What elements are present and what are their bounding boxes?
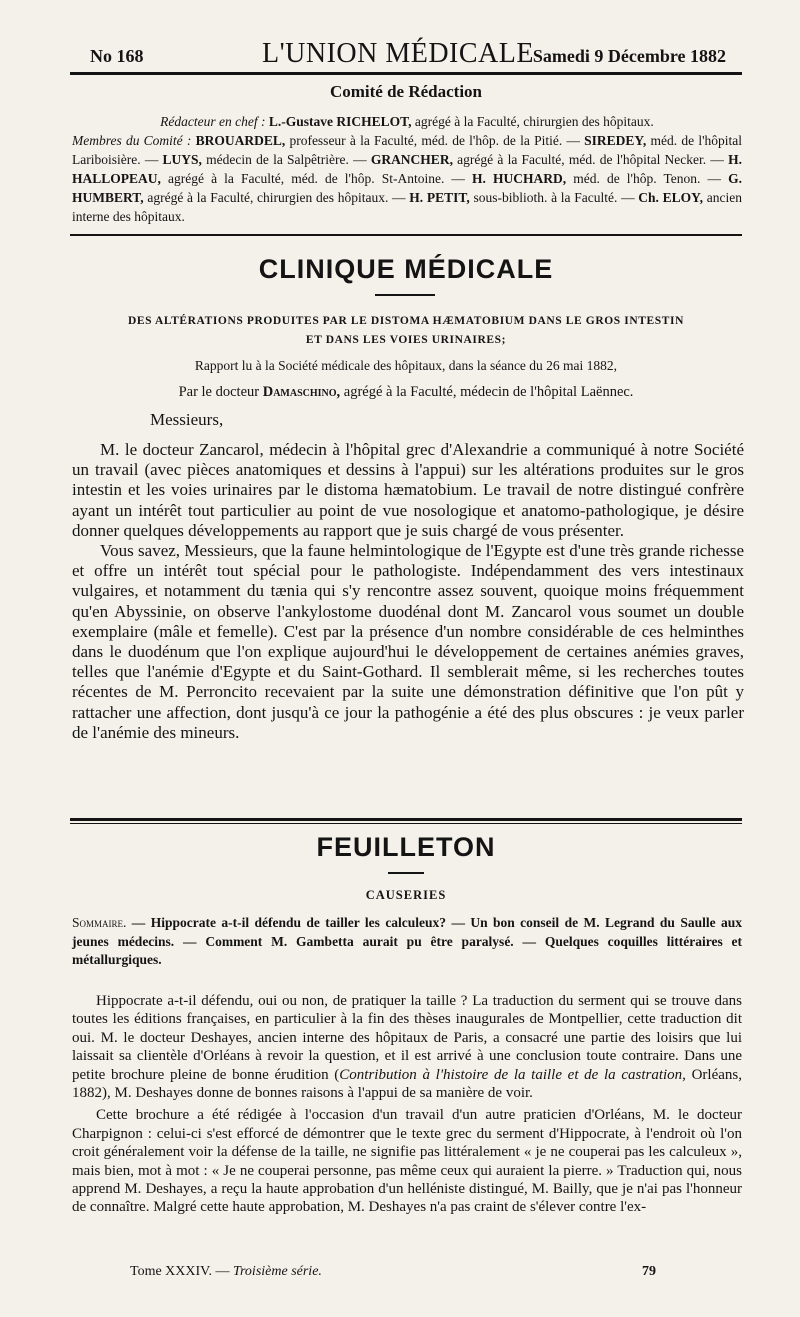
cited-title: Contribution à l'histoire de la taille et de la castration (339, 1066, 683, 1083)
comite-body (72, 112, 742, 226)
clinique-heading: CLINIQUE MÉDICALE (258, 254, 554, 284)
causeries-heading: CAUSERIES (365, 888, 447, 902)
comite-heading: Comité de Rédaction (329, 82, 483, 101)
member-name: G. HUMBERT, (72, 171, 742, 205)
page-footer (70, 1264, 742, 1284)
header-rule (70, 72, 742, 75)
sommaire-text: — Hippocrate a-t-il défendu de tailler les calculeux? — Un bon conseil de M. Legrand du Saulle aux jeunes médecins. — Comment M. Gambetta aurait pu être paralysé. — Quelques coquilles littéraires et métallurgiques. (72, 915, 742, 967)
member-role: sous-biblioth. à la Faculté. — (469, 190, 639, 205)
author-prefix: Par le docteur (178, 384, 263, 400)
serie-label: Troisième série. (232, 1264, 322, 1279)
sommaire (72, 914, 742, 970)
member-role: agrégé à la Faculté, méd. de l'hôp. St-Antoine. — (160, 171, 473, 186)
feuilleton-paragraph: Cette brochure a été rédigée à l'occasion d'un travail d'un autre praticien d'Orléans, M. le docteur Charpignon : celui-ci s'est efforcé de démontrer que le texte grec du serment d'Hippocrate, à l'endroit où l'on croit généralement voir la défense de la taille, ne signifie pas littéralement « je ne couperai pas les calculeux », mais bien, mot à mot : « Je ne couperai personne, pas même ceux qui auraient la pierre. » Traduction qui, nous apprend M. Deshayes, a reçu la haute approbation d'un helléniste distingué, M. Bailly, que je n'ai pas l'honneur de connaître. Malgré cette haute approbation, M. Deshayes n'a pas craint de s'élever contre l'ex- (72, 1107, 742, 1216)
paragraph-text: , Orléans, 1882), M. Deshayes donne de bonnes raisons à l'appui de sa manière de voir. (72, 1066, 742, 1102)
member-role: agrégé à la Faculté, méd. de l'hôpital Necker. — (452, 152, 729, 167)
article-title-line1: DES ALTÉRATIONS PRODUITES PAR LE DISTOMA HÆMATOBIUM DANS LE GROS INTESTIN (127, 315, 685, 327)
feuilleton-rule-thin (70, 823, 742, 824)
paragraph-text: Hippocrate a-t-il défendu, oui ou non, de pratiquer la taille ? La traduction du serment qui se trouve dans toutes les éditions françaises, en particulier à la fin des thèses inaugurales de Montpellier, cette traduction dit oui. M. le docteur Deshayes, ancien interne des hôpitaux de Paris, a consacré une partie des loisirs que lui laissait sa clientèle d'Orléans à revoir la question, et il est arrivé à une conclusion toute contraire. Dans une petite brochure pleine de bonne érudition ( (72, 993, 742, 1083)
member-name: H. HALLOPEAU, (72, 152, 742, 186)
author-name: Damaschino, (262, 384, 341, 400)
member-role: agrégé à la Faculté, chirurgien des hôpitaux. — (143, 190, 410, 205)
author-line (70, 384, 742, 401)
member-role: méd. de l'hôp. Tenon. — (566, 171, 729, 186)
author-suffix: agrégé à la Faculté, médecin de l'hôpital Laënnec. (340, 384, 634, 400)
clinique-body (72, 440, 744, 743)
article-title (70, 312, 742, 350)
feuilleton-ornament (388, 872, 424, 874)
sommaire-label: Sommaire. (72, 915, 127, 930)
clinique-paragraph: M. le docteur Zancarol, médecin à l'hôpital grec d'Alexandrie a communiqué à notre Société un travail (avec pièces anatomiques et dessins à l'appui) sur les altérations produites sur le gros intestin et les voies urinaires par le distoma hæmatobium. Le travail de notre distingué confrère ayant un intérêt tout particulier au point de vue nosologique et anatomo-pathologique, je désire donner quelques développements au rapport que je suis chargé de vous présenter. (72, 440, 744, 540)
redacteur-label: Rédacteur en chef : (160, 114, 266, 129)
membres-label: Membres du Comité : (72, 133, 192, 148)
page-header (70, 38, 726, 72)
redacteur-line (72, 112, 742, 131)
feuilleton-body (72, 992, 742, 1221)
feuilleton-heading: FEUILLETON (316, 832, 496, 862)
issue-number: No 168 (90, 46, 144, 66)
issue-date: Samedi 9 Décembre 1882 (532, 46, 726, 66)
rapport-line: Rapport lu à la Société médicale des hôpitaux, dans la séance du 26 mai 1882, (194, 358, 618, 373)
tome-label: Tome XXXIV. — (130, 1264, 233, 1279)
member-role: médecin de la Salpêtrière. — (201, 152, 371, 167)
member-name: Ch. ELOY, (638, 190, 704, 205)
member-role: méd. de l'hôpital Lariboisière. — (72, 133, 742, 167)
page-number: 79 (642, 1264, 656, 1279)
clinique-paragraph: Vous savez, Messieurs, que la faune helmintologique de l'Egypte est d'une très grande richesse et offre un intérêt tout spécial pour le pathologiste. Indépendamment des vers intestinaux vulgaires, et notamment du tænia qui s'y rencontre assez souvent, quoique moins fréquemment qu'en Abyssinie, on observe l'ankylostome duodénal dont M. Zancarol vous soumet un double exemplaire (mâle et femelle). C'est par la présence d'un nombre considérable de ces helminthes dans le duodénum que l'on explique aujourd'hui le développement de certaines anémies graves, telles que l'anémie d'Egypte et du Saint-Gothard. Il semblerait même, si les recherches toutes récentes de M. Perroncito recevaient par la suite une démonstration définitive que l'on pût y rattacher une affection, dont jusqu'à ce jour la pathogénie a été des plus obscures : je veux parler de l'anémie des mineurs. (72, 541, 744, 742)
journal-title: L'UNION MÉDICALE (261, 38, 534, 69)
feuilleton-rule-top (70, 818, 742, 821)
member-role: ancien interne des hôpitaux. (72, 190, 742, 224)
salutation: Messieurs, (150, 410, 224, 429)
membres-list (72, 131, 742, 226)
member-name: H. PETIT, (409, 190, 470, 205)
member-name: BROUARDEL, (195, 133, 286, 148)
article-title-line2: ET DANS LES VOIES URINAIRES; (305, 334, 507, 346)
tome-line (130, 1264, 322, 1280)
comite-rule (70, 234, 742, 236)
member-name: GRANCHER, (370, 152, 453, 167)
clinique-ornament (375, 294, 435, 296)
redacteur-name: L.-Gustave RICHELOT, (268, 114, 412, 129)
member-name: LUYS, (162, 152, 202, 167)
feuilleton-paragraph (72, 992, 742, 1102)
member-name: H. HUCHARD, (472, 171, 567, 186)
member-name: SIREDEY, (584, 133, 647, 148)
redacteur-role: agrégé à la Faculté, chirurgien des hôpitaux. (411, 114, 654, 129)
member-role: professeur à la Faculté, méd. de l'hôp. de la Pitié. — (285, 133, 585, 148)
